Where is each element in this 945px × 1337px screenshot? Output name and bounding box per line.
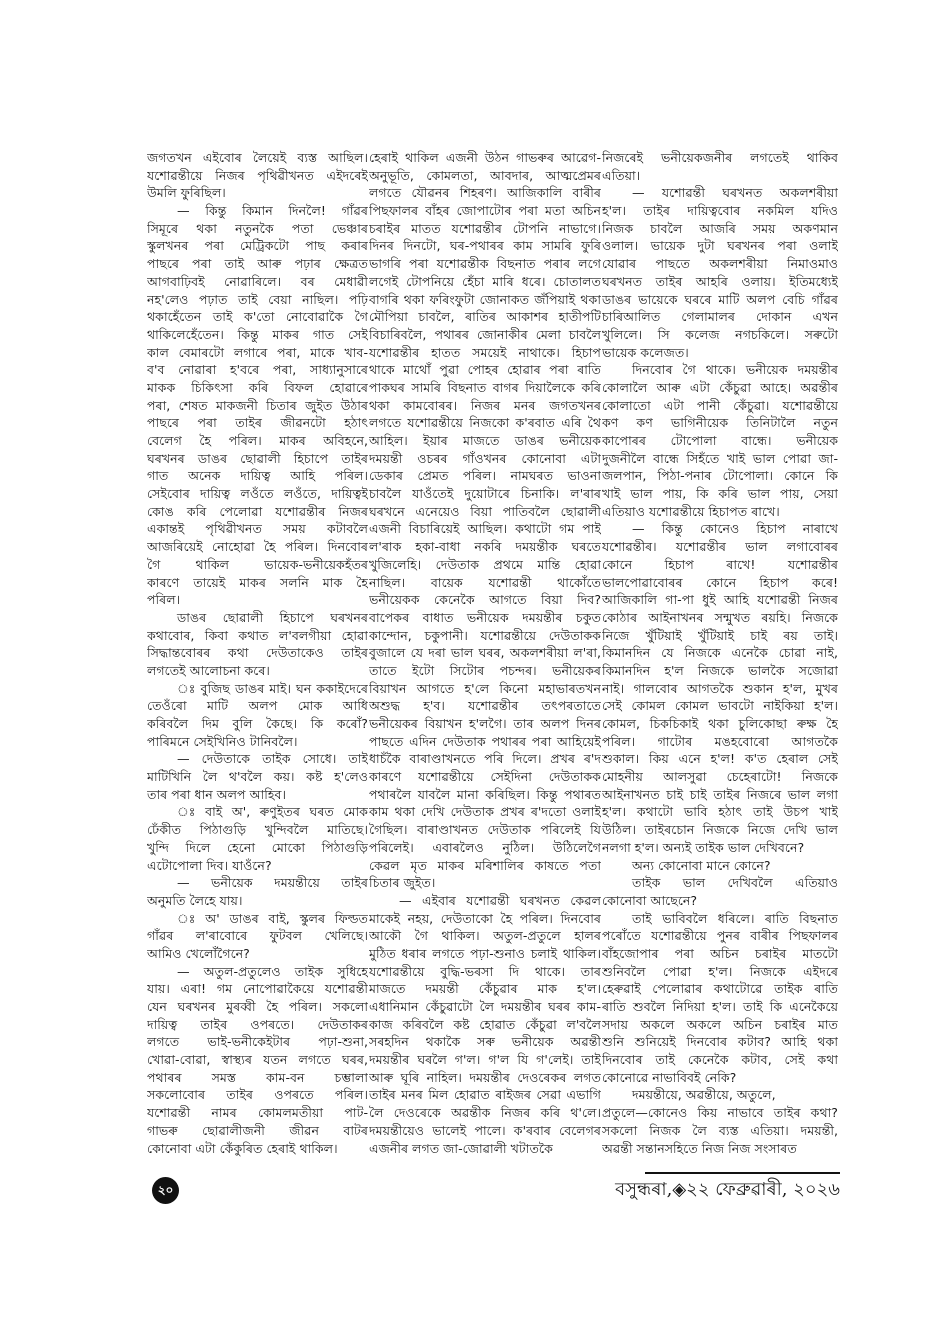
text-line: বেলেগ হৈ পৰিল। মাকৰ অবিহনে, [147, 433, 368, 448]
text-line: সিমূৰে থকা নতুনকৈ পতা ভেঞ্চাৰ [147, 220, 368, 236]
text-line: হ'ল। কথাটো ভাবি হঠাৎ তাই উচপ খাই [602, 804, 838, 820]
text-line: লগতে যৌৱনৰ শিহৰণ। আজিকালি বাৰীৰ [369, 185, 601, 201]
text-line: নিজে খুঁটিয়াই খুঁটিয়াই চাই ৰয় তাই। [602, 627, 838, 643]
text-line: দময়ন্তীৰ ঘৰলৈ গ'ল। গ'ল যি গ'লেই। তাই [369, 1052, 601, 1068]
text-line: আজিকালি গা-পা ধুই আহি যশোৱন্তী নিজৰ [602, 592, 838, 608]
text-line: হেৰুৱাই পেলোৱাৰ কথাটোৱে তাইক ৰাতি [602, 981, 838, 997]
text-line: লৈ দেওৰেকে অৱন্তীক নিজৰ কৰি থ'লে। [369, 1105, 601, 1121]
text-line: নলগা হ'ল। অন্যই তাইক ভাল দেখিবনে? [602, 839, 805, 855]
text-line: মুঠিত ধৰাৰ লগতে পঢ়া-শুনাও চলাই থাকিল। [369, 945, 601, 961]
text-line: ভনীয়েকৰ বিয়াখন হ'লগৈ। তাৰ অলপ দিনৰ [369, 716, 601, 731]
text-line: খাই ভাল পায়, কি কৰি ভাল পায়, সেয়া [602, 486, 838, 502]
text-line: দায়িত্ব তাইৰ ওপৰতে। দেউতাকৰ [147, 1016, 368, 1032]
paragraph [147, 874, 368, 909]
text-line: মৌপিয়া চাবলৈ, ৰাতিৰ আকাশৰ হাতীপটি [369, 309, 601, 325]
text-line: ঘৰখনে এনেয়েও বিয়া পাতিবলৈ ছোৱালী [369, 503, 601, 519]
text-line: কেৱল মৃত মাকৰ মৰিশালিৰ কাষতে পতা [369, 857, 601, 873]
text-line: অশুদ্ধ হ'ব। যশোৱন্তীৰ তৎপৰতাতে [369, 698, 601, 714]
text-line: সিদ্ধান্তবোৰৰ কথা দেউতাকেও তাইৰ [147, 645, 368, 661]
text-line: পৰিল। গাটোৰ মঙহবোৰো আগতকৈ [602, 733, 838, 749]
text-line: এজনীৰ লগত জা-জোৱালী খটাতকৈ [369, 1140, 553, 1156]
text-line: এতিয়াও যশোৱন্তীয়ে হিচাপত ৰাখে। [602, 503, 780, 519]
text-line: — অতুল-প্ৰতুলেও তাইক সুধিহে [177, 963, 368, 979]
text-line: তাৰ পৰা ধান অলপ আহিব। [147, 786, 286, 802]
paragraph [147, 202, 368, 609]
text-line: মোহনীয় আলসুৱা চেহেৰাটো! নিজকে [602, 769, 838, 785]
text-line: সদায় অকলে অকলে অচিন চৰাইৰ মাত [602, 1016, 838, 1032]
text-line: এধানিমান কেঁচুৱাটো লৈ দময়ন্তীৰ ঘৰৰ কাম- [369, 999, 601, 1014]
text-line: বাগৰি থকা ফৰিংফুটা জোনাকত জঁপিয়াই থকা [369, 291, 601, 307]
paragraph [602, 520, 838, 856]
text-line: লগতে যশোৱন্তীয়ে নিজকো ক'ৰবাত এৰি থৈ [369, 415, 601, 431]
text-line: শুনি শুনিয়েই দিনবোৰ কটাব? আহি থকা [602, 1034, 838, 1050]
text-line: ভায়েক কলেজত। [602, 344, 689, 360]
paragraph [147, 750, 368, 803]
text-line: ভনীয়েকক কেনেকৈ আগতে বিয়া দিব? [369, 592, 601, 608]
article-column-2 [369, 149, 601, 1157]
paragraph [369, 149, 601, 892]
text-line: কাম থকা দেখি দেউতাক প্ৰখৰ ৰ'দতো ওলাই [369, 804, 601, 820]
text-line: নাছিল। বায়েক যশোৱন্তী থাকোঁতে [369, 574, 601, 590]
text-line: কোনোৱে নাভাবিবই নেকি? [602, 1069, 737, 1085]
text-line: যোৱাৰ পাছতে অকলশৰীয়া নিমাওমাও [602, 256, 838, 272]
text-line: — এইবাৰ যশোৱন্তী ঘৰখনত কেৱল [399, 892, 601, 908]
paragraph [147, 910, 368, 963]
text-line: খুলিলে। সি কলেজ নগচকিলে। সৰুটো [602, 326, 838, 342]
text-line: প্ৰতুলে—কোনেও কিয় নাভাবে তাইৰ কথা? [602, 1105, 838, 1121]
paragraph [147, 963, 368, 1158]
text-line: লগতেই আলোচনা কৰে। [147, 662, 270, 678]
text-line: গাভৰু ছোৱালীজনী জীৱন বাটৰ [147, 1122, 368, 1138]
text-line: তাতে ইটো সিটোৰ পচন্দৰ। ভনীয়েকৰ [369, 662, 601, 678]
text-line: পাছতে এদিন দেউতাক পথাৰৰ পৰা আহিয়েই [369, 733, 601, 749]
text-line: হেৰাই থাকিল এজনী উঠন গাভৰুৰ আৱেগ- [369, 150, 601, 165]
text-line: দময়ন্তী ওচৰৰ গাঁওখনৰ কোনোবা এটা [369, 450, 601, 466]
text-line: ভালপোৱাবোৰৰ কোনে হিচাপ কৰে! [602, 574, 838, 590]
text-line: পিছফালৰ বাঁহৰ জোপাটোৰ পৰা মতা অচিন [369, 203, 601, 219]
text-line: গাত অনেক দায়িত্ব আহি পৰিল। [147, 468, 368, 484]
text-line: পৰোঁতে যশোৱন্তীয়ে পুনৰ বাৰীৰ পিছফালৰ [602, 928, 838, 944]
text-line: কোঠাৰ আইনাখনৰ সন্মুখত ৰয়হি। নিজকে [602, 609, 838, 625]
text-line: কোনোবা আছেনে? [602, 892, 698, 908]
paragraph [147, 609, 368, 680]
text-line: কাপোৰৰ টোপোলা বান্ধে। ভনীয়েক [602, 433, 838, 448]
text-line: ঢেঁকীত পিঠাগুড়ি খুন্দিবলৈ মাতিছে। [147, 822, 368, 838]
text-line: শুনিবলৈ পোৱা হ'ল। নিজকে এইদৰে [602, 963, 838, 979]
text-line: এতিয়া। [602, 167, 641, 183]
text-line: পথাৰৰ সমস্ত কাম-বন চম্ভালা [147, 1069, 368, 1085]
text-line: গৈছিল। বাৰাণ্ডাখনত দেউতাক পৰিলেই যি [369, 822, 601, 838]
text-line: আহিল। ইয়াৰ মাজতে ডাঙৰ ভনীয়েক [369, 433, 601, 448]
text-line: আৰু ঘূৰি নাহিল। দময়ন্তীৰ দেওৰেকৰ লগত [369, 1069, 601, 1085]
text-line: অন্য কোনোবা মানে কোনে? [632, 857, 771, 873]
publication-date-footer: বসুন্ধৰা,◈২২ ফেব্ৰুৱাৰী, ২০২৬ [615, 1179, 840, 1200]
text-line: শুকাল। কিয় এনে হ'ল! ক'ত হেৰাল সেই [602, 751, 838, 767]
text-line: এটোপোলা দিব। যাওঁনে? [147, 857, 272, 873]
text-line: বিয়াখন আগতে হ'লে কিনো মহাভাৰতখন [369, 680, 601, 696]
text-line: চৰাইৰ মাতত যশোৱন্তীৰ টোপনি নাভাগে। [369, 220, 601, 236]
text-line: মাজতে দময়ন্তী কেঁচুৱাৰ মাক হ'ল। [369, 981, 601, 997]
text-line: অনুমতি লৈহে যায়। [147, 892, 243, 908]
text-line: কাৰণে যশোৱন্তীয়ে সেইদিনা দেউতাকক [369, 769, 601, 785]
text-line: কোলালৈ আৰু এটা কেঁচুৱা আহে। অৱন্তীৰ [602, 379, 838, 395]
text-line: যশোৱন্তীয়ে নিজৰ পৃথিৱীখনত এইদৰেই [147, 167, 368, 183]
text-line: গাঁৱৰ ল'ৰাবোৰে ফুটবল খেলিছে। [147, 928, 368, 944]
text-line: নিজৰেই ভনীয়েকজনীৰ লগতেই থাকিব [602, 150, 838, 165]
text-line: পৰিল। [147, 592, 181, 608]
text-line: আইনাখনত চাই চাই তাইৰ নিজৰে ভাল লগা [602, 786, 838, 802]
text-line: তেওঁৰো মাটি অলপ মোক আধি [147, 698, 368, 714]
text-line: উমলি ফুৰিছিল। [147, 185, 226, 201]
text-line: উঠিল। তাইৰচোন নিজকে নিজে দেখি ভাল [602, 822, 838, 838]
text-line: যশোৱন্তীৰ। যশোৱন্তীৰ ভাল লগাবোৰৰ [602, 539, 838, 555]
text-line: কাজ কৰিবলৈ কষ্ট হোৱাত কেঁচুৱা ল'বলৈ [369, 1016, 601, 1032]
text-line: দিনবোৰ গৈ থাকে। ভনীয়েক দময়ন্তীৰ [632, 362, 838, 378]
text-line: খুন্দি দিলে হেনো মোকো পিঠাগুড়ি [147, 839, 368, 855]
text-line: কথাবোৰ, কিবা কথাত ল'বলগীয়া হোৱা [147, 627, 368, 643]
text-line: নহ'লেও পঢ়াত তাই বেয়া নাছিল। পঢ়ি [147, 291, 368, 307]
text-line: তাই ভাবিবলৈ ধৰিলে। ৰাতি বিছনাত [632, 910, 838, 926]
text-line: কোলাতো এটা পানী কেঁচুৱা। যশোৱন্তীয়ে [602, 397, 838, 413]
paragraph [602, 1104, 838, 1157]
article-column-1 [147, 149, 368, 1157]
text-line: নাই। গালবোৰ আগতকৈ শুকান হ'ল, মুখৰ [602, 680, 838, 696]
paragraph [602, 149, 838, 184]
text-line: ডেকাৰ প্ৰেমত পৰিল। নামঘৰত ভাওনা [369, 468, 601, 484]
text-line: লগেই টোপনিয়ে হেঁচা মাৰি ধৰে। চোতালত [369, 273, 601, 289]
paragraph [369, 892, 601, 1157]
text-line: একান্তই পৃথিৱীখনত সময় কটাবলৈ [147, 521, 368, 537]
paragraph [147, 803, 368, 874]
text-line: কোনোবা এটা কেঁকুৰিত হেৰাই থাকিল। [147, 1140, 338, 1156]
text-line: পাৰিমনে সেইখিনিও টানিবলৈ। [147, 733, 298, 749]
text-line: এজনী বিচাৰিয়েই আছিল। কথাটো গম পাই [369, 521, 601, 537]
text-line: ঃ বুজিছ ডাঙৰ মাই। ঘন ককাইদেৰে [177, 680, 368, 696]
text-line: নিজক চাবলৈ আজৰি সময় অকণমান [602, 220, 838, 236]
text-line: বাপেকৰ বাধাত ভনীয়েক দময়ন্তীৰ চকুত [369, 609, 601, 625]
paragraph [147, 680, 368, 751]
text-line: কোঙ কৰি পেলোৱা যশোৱন্তীৰ নিজৰ [147, 503, 368, 519]
text-line: যশোৱন্তী নামৰ কোমলমতীয়া পাট- [147, 1105, 368, 1121]
text-line: অৱন্তী সন্তানসহিতে নিজ নিজ সংসাৰত [602, 1140, 797, 1156]
paragraph [602, 184, 838, 361]
text-line: আগবাঢ়িবই নোৱাৰিলে। বৰ মেধাৱী [147, 273, 368, 289]
text-line: পৰা, শেষত মাকজনী চিতাৰ জুইত উঠাৰ [147, 397, 368, 413]
paragraph [147, 149, 368, 202]
text-line: কণ কণ ভাগিনীয়েক তিনিটালৈ নতুন [602, 415, 838, 431]
text-line: যায়। এৰা! গম নোপোৱাকৈয়ে যশোৱন্তী [147, 981, 368, 997]
text-line: ধাচঁকৈ বাৰাণ্ডাখনতে পৰি দিলে। প্ৰখৰ ৰ'দ [369, 751, 601, 767]
text-line: ঃ অ' ডাঙৰ বাই, স্কুলৰ ফিল্ডত [177, 910, 368, 926]
text-line: — ভনীয়েক দময়ন্তীয়ে তাইৰ [177, 875, 368, 891]
text-line: ব'ব নোৱাৰা হ'বৰে পৰা, সাধ্যানুসাৰে [147, 362, 368, 378]
text-line: সকলোবোৰ তাইৰ ওপৰতে পৰিল। [147, 1087, 368, 1103]
text-line: দময়ন্তীয়েও ভালেই পালে। ক'ৰবাৰ বেলেগৰ [369, 1122, 601, 1138]
text-line: বিচাৰিবলৈ, পথাৰৰ জোনাকীৰ মেলা চাবলৈ [369, 326, 601, 342]
text-line: যশোৱন্তীৰ হাতত সময়েই নাথাকে। হিচাপ [369, 344, 601, 360]
paragraph [602, 857, 838, 875]
text-line: অনুভূতি, কোমলতা, আবদাৰ, আত্মপ্ৰেমৰ [369, 167, 601, 183]
paragraph [602, 874, 838, 909]
text-line: খুজিলেহি। দেউতাক প্ৰথমে মান্তি হোৱা [369, 556, 601, 572]
text-line: পাছৰে পৰা তাইৰ জীৱনটো হঠাৎ [147, 415, 368, 431]
footer-divider [645, 1172, 840, 1174]
text-line: ল'ৰাক হকা-বাধা নকৰি দময়ন্তীক ঘৰতে [369, 539, 601, 555]
text-line: তাইৰ মনৰ মিল হোৱাত ৰাইজৰ সেৱা এভাগি [369, 1087, 601, 1103]
text-line: বাঁহজোপাৰ পৰা অচিন চৰাইৰ মাতটো [602, 945, 838, 961]
text-line: সেই কোমল কোমল ভাবটো নাইকিয়া হ'ল। [602, 698, 838, 714]
text-line: ৰাতি শুবলৈ নিদিয়া হ'ল। তাই কি এনেকৈয়ে [602, 999, 838, 1014]
text-line: হ'ল। তাইৰ দায়িত্ববোৰ নকমিল যদিও [602, 203, 838, 219]
text-line: কাৰণে তায়েই মাকৰ সলনি মাক হৈ [147, 574, 368, 590]
article-column-3 [602, 149, 838, 1157]
text-line: পাকঘৰ সামৰি বিছনাত বাগৰ দিয়ালৈকে কৰি [369, 379, 601, 395]
text-line: সকলো নিজক লৈ ব্যস্ত এতিয়া। দময়ন্তী, [602, 1122, 838, 1138]
text-line: কাল বেমাৰটো লগাৰে পৰা, মাকে খাব- [147, 344, 368, 360]
text-line: থকা কামবোৰৰ। নিজৰ মনৰ জগতখনৰ [369, 397, 601, 413]
text-line: থকাহেঁতেন তাই ক'তো নোবোৱাকৈ গৈ [147, 309, 368, 325]
text-line: কৰিবলৈ দিম বুলি কৈছে। কি কৰোঁ? [147, 716, 368, 731]
text-line: ঘৰখনৰ ডাঙৰ ছোৱালী হিচাপে তাইৰ [147, 450, 368, 466]
text-line: কান্দোন, চকুপানী। যশোৱন্তীয়ে দেউতাকক [369, 627, 601, 643]
text-line: সৰহদিন থকাকৈ সৰু ভনীয়েক অৱন্তী [369, 1034, 601, 1050]
text-line: — কিন্তু কিমান দিনলৈ! গাঁৱৰ [177, 203, 368, 219]
text-line: কিমানদিন হ'ল নিজকে ভালকৈ সজোৱা [602, 662, 838, 678]
text-line: পথাৰলৈ যাবলৈ মানা কৰিছিল। কিন্তু পথাৰত [369, 786, 601, 802]
text-line: আকৌ গৈ থাকিল। অতুল-প্ৰতুলে হালৰ [369, 928, 601, 944]
text-line: — কিন্তু কোনেও হিচাপ নাৰাখে [632, 521, 838, 537]
text-line: দুজনীলৈ বান্ধে সিহঁতে খাই ভাল পোৱা জা- [602, 450, 838, 466]
text-line: কিমানদিন যে নিজকে এনেকৈ চোৱা নাই, [602, 645, 838, 661]
text-line: মাকক চিকিৎসা কৰি বিফল হোৱাৰে [147, 379, 368, 395]
text-line: ঘৰখনত তাইৰ আহৰি ওলায়। ইতিমধ্যেই [602, 273, 838, 289]
text-line: গৈ থাকিল ভায়েক-ভনীয়েকহঁতৰ [147, 556, 368, 572]
text-line: থাকিলেহেঁতেন। কিন্তু মাকৰ গাত সেই [147, 326, 368, 342]
text-line: দিনবোৰ তাই কেনেকৈ কটাব, সেই কথা [602, 1052, 838, 1068]
text-line: জলপান, পিঠা-পনাৰ টোপোলা। কোনে কি [602, 468, 838, 484]
text-line: লগতে ভাই-ভনীকেইটাৰ পঢ়া-শুনা, [147, 1034, 368, 1050]
text-line: থাকে মাথোঁ পুৱা পোহৰ হোৱাৰ পৰা ৰাতি [369, 362, 601, 378]
text-line: কোনে হিচাপ ৰাখে! যশোৱন্তীৰ [602, 556, 838, 572]
text-line: ডাঙৰ ছোৱালী হিচাপে ঘৰখনৰ [177, 609, 368, 625]
text-line: আজৰিয়েই নোহোৱা হৈ পৰিল। দিনবোৰ [147, 539, 368, 555]
text-line: দিনৰ দিনটো, ঘৰ-পথাৰৰ কাম সামৰি ফুৰি [369, 238, 601, 254]
text-line: দময়ন্তীয়ে, অৱন্তীয়ে, অতুলে, [632, 1087, 776, 1103]
text-line: পাছৰে পৰা তাই আৰু পঢ়াৰ ক্ষেত্ৰত [147, 256, 368, 272]
text-line: চিতাৰ জুইত। [369, 875, 436, 891]
text-line: চাবলৈ যাওঁতেই দুয়োটাৰে চিনাকি। ল'ৰাৰ [369, 486, 601, 502]
paragraph [602, 1086, 838, 1104]
text-line: স্কুলখনৰ পৰা মেট্ৰিকটো পাছ কৰাৰ [147, 238, 368, 254]
text-line: বুজালে যে দৰা ভাল ঘৰৰ, অকলশৰীয়া ল'ৰা, [369, 645, 601, 661]
page-number-badge: ২০ [152, 1177, 179, 1204]
text-line: যশোৱন্তীয়ে বুদ্ধি-ভৰসা দি থাকে। তাৰ [369, 963, 601, 979]
text-line: কোমল, চিকচিকাই থকা চুলিকোছা ৰুক্ষ হৈ [602, 716, 838, 731]
paragraph [602, 361, 838, 520]
text-line: আমিও খেলোঁগৈনে? [147, 945, 250, 961]
paragraph [602, 910, 838, 1087]
text-line: ঃ বাই অ', ৰুণুইতৰ ঘৰত মোক [177, 804, 368, 820]
text-line: পৰিলেই। এবাৰলৈও নুঠিল। উঠিলেগৈ [369, 839, 601, 855]
text-line: — যশোৱন্তী ঘৰখনত অকলশৰীয়া [632, 185, 838, 201]
text-line: তাইক ভাল দেখিবলৈ এতিয়াও [632, 875, 838, 891]
text-line: চাৰিআলিত গেলামালৰ দোকান এখন [602, 309, 838, 325]
text-line: মাটিখিনি লৈ থ'বলৈ কয়। কষ্ট হ'লেও [147, 769, 368, 785]
text-line: ডাঙৰ ভায়েকে ঘৰৰে মাটি অলপ বেচি গাঁৱৰ [602, 291, 838, 307]
text-line: ওলাল। ভায়েক দুটা ঘৰখনৰ পৰা ওলাই [602, 238, 838, 254]
text-line: সেইবোৰ দায়িত্ব লওঁতে লওঁতে, দায়িত্বই [147, 486, 368, 502]
text-line: যেন ঘৰখনৰ মুৰব্বী হৈ পৰিল। সকলো [147, 999, 368, 1014]
text-line: খোৱা-বোৱা, স্বাস্থ্যৰ যতন লগতে ঘৰৰ, [147, 1052, 368, 1068]
text-line: ভাগৰি পৰা যশোৱন্তীক বিছনাত পৰাৰ লগে [369, 256, 601, 272]
text-line: — দেউতাকে তাইক সোধে। তাই [177, 751, 368, 767]
text-line: মাকেই নহয়, দেউতাকো হৈ পৰিল। দিনবোৰ [369, 910, 601, 926]
text-line: জগতখন এইবোৰ লৈয়েই ব্যস্ত আছিল। [147, 150, 368, 165]
